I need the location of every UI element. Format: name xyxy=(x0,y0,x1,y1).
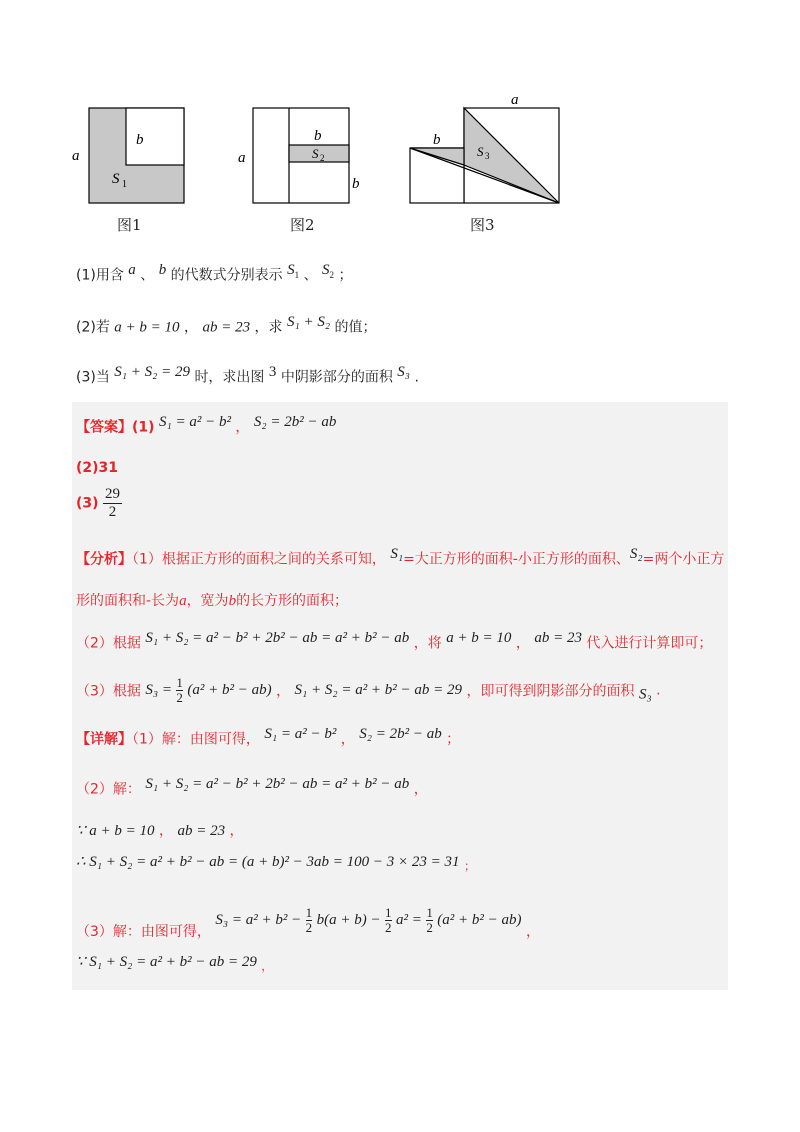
analysis-p1-a: （1）根据正方形的面积之间的关系可知， xyxy=(132,551,386,568)
detail-d3-half-1-den: 2 xyxy=(305,920,313,935)
detail-d1-expr1: S₁ = a² − b² xyxy=(264,726,337,742)
detail-line-1 xyxy=(76,726,460,749)
fig2-caption: 图2 xyxy=(290,216,315,234)
fig1-label-s: S xyxy=(112,171,120,187)
detail-line-3 xyxy=(76,820,244,840)
analysis-p1-s1: S₁ xyxy=(390,546,404,562)
q1-sep2: 、 xyxy=(303,267,318,284)
q1-prefix: (1)用含 xyxy=(76,267,124,284)
detail-d3-expr-mid2: a² = xyxy=(396,912,422,928)
analysis-p1-s2: S₂ xyxy=(629,546,643,562)
analysis-p3-s: S₃ xyxy=(638,686,652,703)
detail-d1-b: ， xyxy=(340,731,355,748)
analysis-p1-line2: 形的面积和-长为 xyxy=(76,593,180,609)
detail-d2-l3-expr: ∴ S₁ + S₂ = a² + b² − ab = (a + b)² − 3ab = 100 − 3 × 23 = 31 xyxy=(76,854,460,870)
detail-d2-l2-expr1: ∵ a + b = 10 xyxy=(76,823,155,839)
analysis-p3-c: ，即可得到阴影部分的面积 xyxy=(466,683,635,700)
analysis-p3-expr2: S₁ + S₂ = a² + b² − ab = 29 xyxy=(294,682,463,698)
analysis-p3-frac-den: 2 xyxy=(176,690,183,705)
detail-line-2 xyxy=(76,776,428,799)
fig3-label-s: S xyxy=(477,144,484,159)
analysis-p2-expr3: ab = 23 xyxy=(534,630,582,646)
question-2 xyxy=(76,314,377,337)
fig2-label-s-sub: 2 xyxy=(320,153,325,163)
q3-mid: 时，求出图 xyxy=(194,369,265,386)
q2-expr1: a + b = 10 xyxy=(114,319,180,336)
q2-expr2: ab = 23 xyxy=(202,319,251,336)
detail-d1-expr2: S₂ = 2b² − ab xyxy=(359,726,442,742)
q2-end: 的值； xyxy=(334,319,377,336)
analysis-p1-a-var: a xyxy=(179,593,187,609)
detail-d3-half-3-num: 1 xyxy=(426,905,433,920)
analysis-line-3 xyxy=(76,630,712,653)
answer-line-3 xyxy=(76,486,122,521)
q2-prefix: (2)若 xyxy=(76,319,110,336)
analysis-p3-frac-num: 1 xyxy=(176,675,183,690)
detail-d2-l2-c: ， xyxy=(229,823,244,839)
analysis-p2-b: ，将 xyxy=(413,635,442,652)
q3-expr1: S₁ + S₂ = 29 xyxy=(114,364,190,380)
analysis-p1-line2c: 的长方形的面积； xyxy=(236,593,349,609)
figure-1 xyxy=(70,100,200,230)
detail-d3-l2-expr: ∵ S₁ + S₂ = a² + b² − ab = 29 xyxy=(76,954,257,970)
fig2-label-b-right: b xyxy=(352,176,360,192)
question-3 xyxy=(76,364,419,387)
q2-comma: ， xyxy=(184,319,198,336)
analysis-p1-line2b: ，宽为 xyxy=(186,593,229,609)
figure-3 xyxy=(400,88,570,213)
detail-d3-expr-mid1: b(a + b) − xyxy=(316,912,381,928)
detail-d3-half-3 xyxy=(426,906,433,935)
analysis-p2-c: ， xyxy=(515,635,530,652)
q2-mid: ，求 xyxy=(254,319,283,336)
detail-d3-half-1-num: 1 xyxy=(305,905,313,920)
answer-line-2: (2)31 xyxy=(76,460,119,476)
q1-sep: 、 xyxy=(140,267,155,284)
fig1-label-b: b xyxy=(136,132,144,148)
analysis-p1-c: =两个小正方 xyxy=(642,551,725,568)
q3-s: S₃ xyxy=(397,364,411,380)
q2-expr3: S₁ + S₂ xyxy=(286,314,331,330)
analysis-p3-d: . xyxy=(656,682,661,699)
detail-line-6 xyxy=(76,952,273,974)
analysis-p3-expr1-right: (a² + b² − ab) xyxy=(187,682,272,698)
detail-line-4 xyxy=(76,852,476,874)
analysis-tag: 【分析】 xyxy=(76,551,132,568)
analysis-p3-frac xyxy=(176,676,183,705)
fig2-label-b-top: b xyxy=(314,128,322,144)
q1-mid: 的代数式分别表示 xyxy=(170,267,283,284)
detail-tag: 【详解】 xyxy=(76,731,132,748)
answer-3-num: 29 xyxy=(105,486,120,502)
answer-line-1 xyxy=(76,414,336,437)
detail-d2-l2-b: ， xyxy=(159,823,173,839)
q1-s2: S2 xyxy=(322,262,335,280)
analysis-line-2 xyxy=(76,590,348,610)
fig3-label-s-sub: 3 xyxy=(485,151,490,161)
analysis-line-4 xyxy=(76,676,661,705)
fig3-label-a: a xyxy=(511,92,519,108)
detail-d3-half-2-num: 1 xyxy=(385,905,392,920)
analysis-p3-b: ， xyxy=(276,683,291,700)
detail-d3-half-2-den: 2 xyxy=(385,920,392,935)
fig2-label-s: S xyxy=(312,146,319,161)
q1-end: ； xyxy=(338,267,353,284)
analysis-p1-b: =大正方形的面积-小正方形的面积、 xyxy=(403,551,630,568)
fig1-caption: 图1 xyxy=(117,216,142,234)
q3-prefix: (3)当 xyxy=(76,369,110,386)
fig3-caption: 图3 xyxy=(470,216,495,234)
fig1-label-a: a xyxy=(72,148,80,164)
q3-fig: 3 xyxy=(268,364,277,380)
answer-3-den: 2 xyxy=(108,504,117,520)
analysis-p2-d: 代入进行计算即可； xyxy=(586,635,713,652)
answer-1-comma: ， xyxy=(235,419,250,436)
detail-d2-expr: S₁ + S₂ = a² − b² + 2b² − ab = a² + b² − ab xyxy=(145,776,410,792)
detail-d1-a: （1）解：由图可得， xyxy=(132,731,260,748)
detail-d3-half-3-den: 2 xyxy=(426,920,433,935)
fig2-label-a: a xyxy=(238,150,246,166)
fig3-label-b: b xyxy=(433,132,441,148)
answer-3-fraction xyxy=(103,486,122,521)
analysis-p3-a: （3）根据 xyxy=(76,683,141,700)
answer-1-expr2: S₂ = 2b² − ab xyxy=(253,414,337,430)
detail-d2-l3-end: ； xyxy=(464,858,476,873)
answer-1-prefix: (1) xyxy=(132,419,155,436)
fig1-label-s-sub: 1 xyxy=(122,179,127,190)
detail-d3-a: （3）解：由图可得， xyxy=(76,923,211,940)
detail-d3-l2-end: ， xyxy=(261,958,273,973)
detail-d3-expr-right: (a² + b² − ab) xyxy=(437,912,522,928)
analysis-p3-expr1-left: S₃ = xyxy=(145,682,172,698)
fig2-shaded-region xyxy=(289,145,349,162)
q3-mid2: 中阴影部分的面积 xyxy=(280,369,393,386)
answer-tag: 【答案】 xyxy=(76,419,132,436)
analysis-p2-expr2: a + b = 10 xyxy=(446,630,512,646)
q1-var-a: a xyxy=(128,262,136,278)
analysis-p2-a: （2）根据 xyxy=(76,635,141,652)
question-1 xyxy=(76,262,352,285)
detail-line-5 xyxy=(76,905,540,940)
detail-d3-end: ， xyxy=(525,923,540,940)
figure-2 xyxy=(236,100,366,230)
detail-d3-half-2 xyxy=(385,906,392,935)
analysis-p1-b-var: b xyxy=(228,593,237,609)
answer-1-expr1: S₁ = a² − b² xyxy=(159,414,231,430)
analysis-line-1 xyxy=(76,546,724,569)
fig1-small-square xyxy=(126,108,184,165)
q3-end: . xyxy=(414,369,419,386)
detail-d1-c: ； xyxy=(446,731,461,748)
detail-d3-expr-left: S₃ = a² + b² − xyxy=(215,912,302,928)
detail-d3-half-1 xyxy=(306,906,313,935)
analysis-p2-expr: S₁ + S₂ = a² − b² + 2b² − ab = a² + b² − ab xyxy=(145,630,410,646)
answer-3-prefix: (3) xyxy=(76,495,99,512)
detail-d2-b: ， xyxy=(413,781,428,798)
q1-var-b: b xyxy=(158,262,167,278)
q1-s1: S1 xyxy=(287,262,300,280)
detail-d2-l2-expr2: ab = 23 xyxy=(177,823,226,839)
detail-d2-a: （2）解： xyxy=(76,781,141,798)
